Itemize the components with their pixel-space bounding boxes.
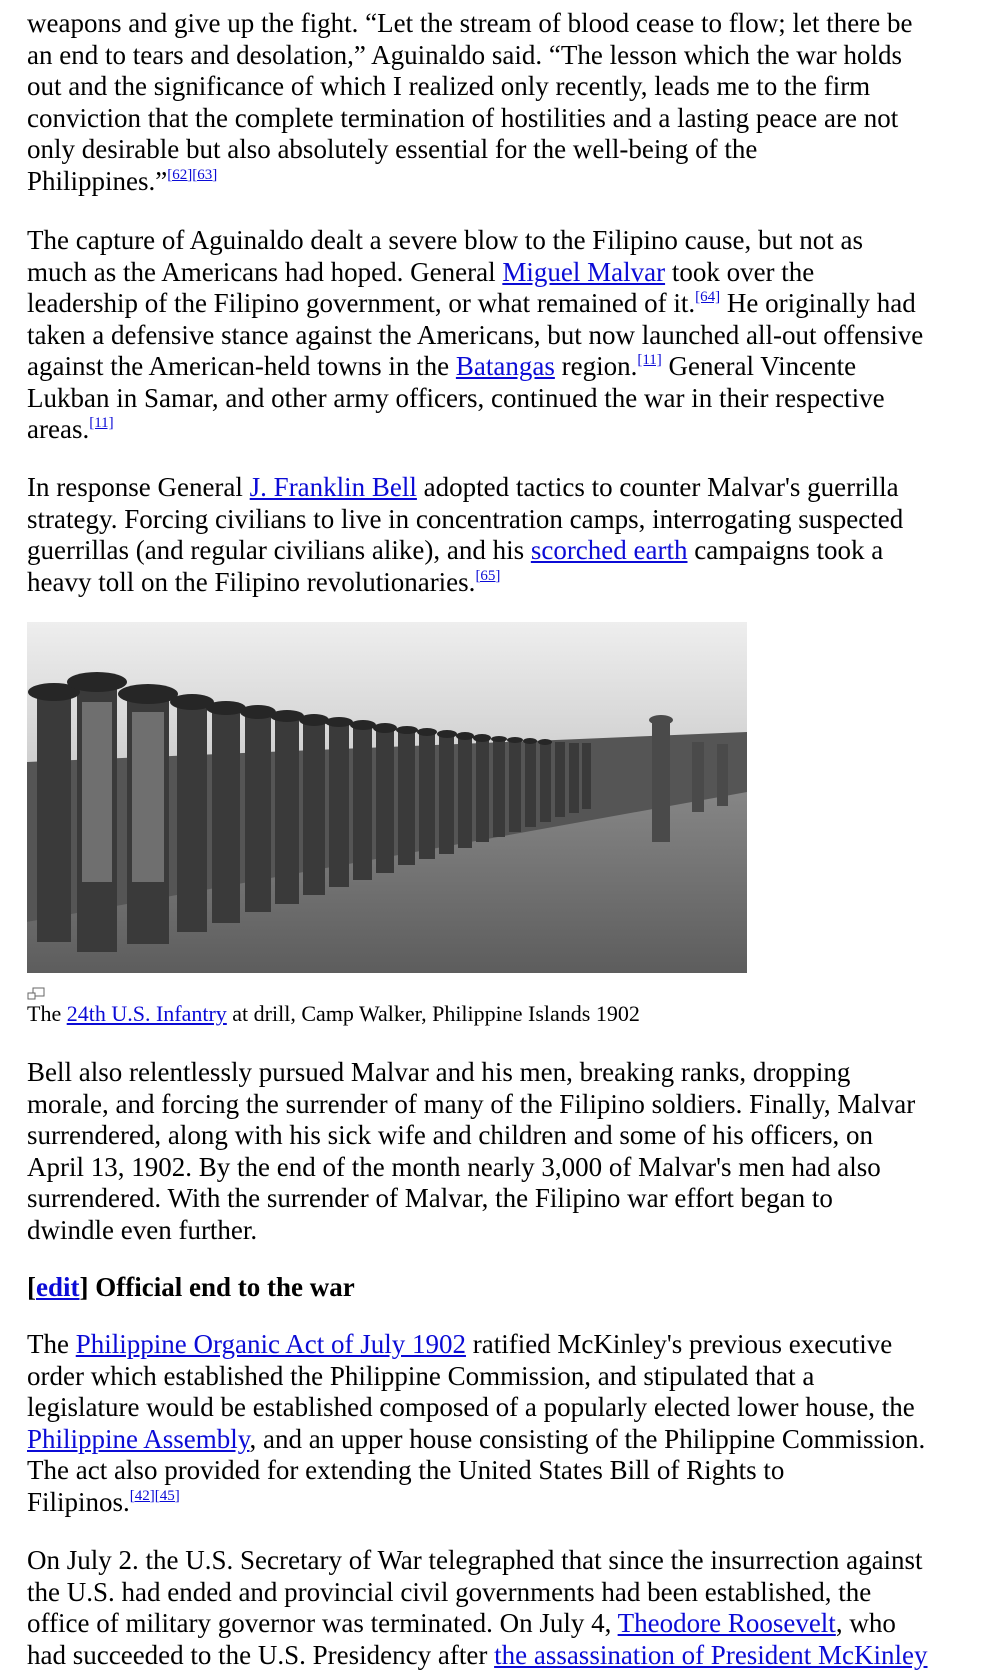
- section-heading-official-end: [edit] Official end to the war: [27, 1272, 355, 1302]
- citation-62-63: [167, 167, 217, 183]
- citation-link-42-45[interactable]: [42][45]: [129, 1487, 180, 1504]
- citation-link-64[interactable]: [64]: [695, 289, 721, 305]
- infantry-drill-illustration: [27, 622, 747, 973]
- citation-42-45: [130, 1488, 180, 1504]
- citation-64: [695, 289, 720, 305]
- paragraph-organic-act: The Philippine Organic Act of July 1902 ratified McKinley's previous executive order which established the Philippine Commission, and stipulated that a legislature would be established composed of a popularly elected lower house, the Philippine Assembly, and an upper house consisting of the Philippine Commission. The act also provided for extending the United States Bill of Rights to Filipinos.[42][45]: [27, 1329, 926, 1517]
- paragraph-july-2-telegraph: On July 2. the U.S. Secretary of War telegraphed that since the insurrection against the U.S. had ended and provincial civil governments had been established, the office of military governor was terminated. On July 4, Theodore Roosevelt, who had succeeded to the U.S. Presidency after the assassination of President McKinley: [27, 1545, 928, 1670]
- link-miguel-malvar[interactable]: Miguel Malvar: [502, 256, 666, 287]
- paragraph-bell-tactics: In response General J. Franklin Bell adopted tactics to counter Malvar's guerrilla strategy. Forcing civilians to live in concentration camps, interrogating suspected guerrillas (and regular civilians alike), and his scorched earth campaigns took a heavy toll on the Filipino revolutionaries.[65]: [27, 472, 904, 597]
- citation-link-11-b[interactable]: [11]: [89, 415, 114, 431]
- link-philippine-organic-act[interactable]: Philippine Organic Act of July 1902: [75, 1329, 466, 1359]
- paragraph-malvar-surrender: Bell also relentlessly pursued Malvar and his men, breaking ranks, dropping morale, and forcing the surrender of many of the Filipino soldiers. Finally, Malvar surrendered, along with his sick wife and children and some of his officers, on April 13, 1902. By the end of the month nearly 3,000 of Malvar's men had also surrendered. With the surrender of Malvar, the Filipino war effort began to dwindle even further.: [27, 1057, 916, 1245]
- citation-11-b: [89, 415, 113, 431]
- citation-link-65[interactable]: [65]: [475, 567, 501, 584]
- citation-65: [475, 568, 500, 584]
- link-24th-us-infantry[interactable]: 24th U.S. Infantry: [66, 1001, 227, 1026]
- link-theodore-roosevelt[interactable]: Theodore Roosevelt: [617, 1608, 836, 1638]
- citation-11-a: [637, 352, 661, 368]
- citation-link-11-a[interactable]: [11]: [637, 352, 662, 368]
- paragraph-capture-of-aguinaldo: The capture of Aguinaldo dealt a severe blow to the Filipino cause, but not as much as the Americans had hoped. General Miguel Malvar took over the leadership of the Filipino government, or what remained of it.[64] He originally had taken a defensive stance against the Americans, but now launched all-out offensive against the American-held towns in the Batangas region.[11] General Vincente Lukban in Samar, and other army officers, continued the war in their respective areas.[11]: [27, 225, 924, 444]
- link-j-franklin-bell[interactable]: J. Franklin Bell: [249, 472, 417, 502]
- link-assassination-of-mckinley[interactable]: the assassination of President McKinley: [494, 1639, 928, 1670]
- paragraph-aguinaldo-quote: weapons and give up the fight. “Let the stream of blood cease to flow; let there be an end to tears and desolation,” Aguinaldo said. “The lesson which the war holds out and the significance of which I realized only recently, leads me to the firm conviction that the complete termination of hostilities and a lasting peace are not only desirable but also absolutely essential for the well-being of the Philippines.”[62][63]: [27, 8, 913, 196]
- infantry-drill-photo[interactable]: [27, 622, 747, 973]
- figure-caption: The 24th U.S. Infantry at drill, Camp Walker, Philippine Islands 1902: [27, 1001, 640, 1026]
- edit-section-link[interactable]: edit: [36, 1272, 80, 1302]
- citation-link-62-63[interactable]: [62][63]: [167, 166, 218, 183]
- magnify-clip-icon[interactable]: [27, 987, 45, 1001]
- link-batangas[interactable]: Batangas: [455, 351, 555, 381]
- link-philippine-assembly[interactable]: Philippine Assembly: [27, 1423, 250, 1454]
- link-scorched-earth[interactable]: scorched earth: [530, 535, 688, 565]
